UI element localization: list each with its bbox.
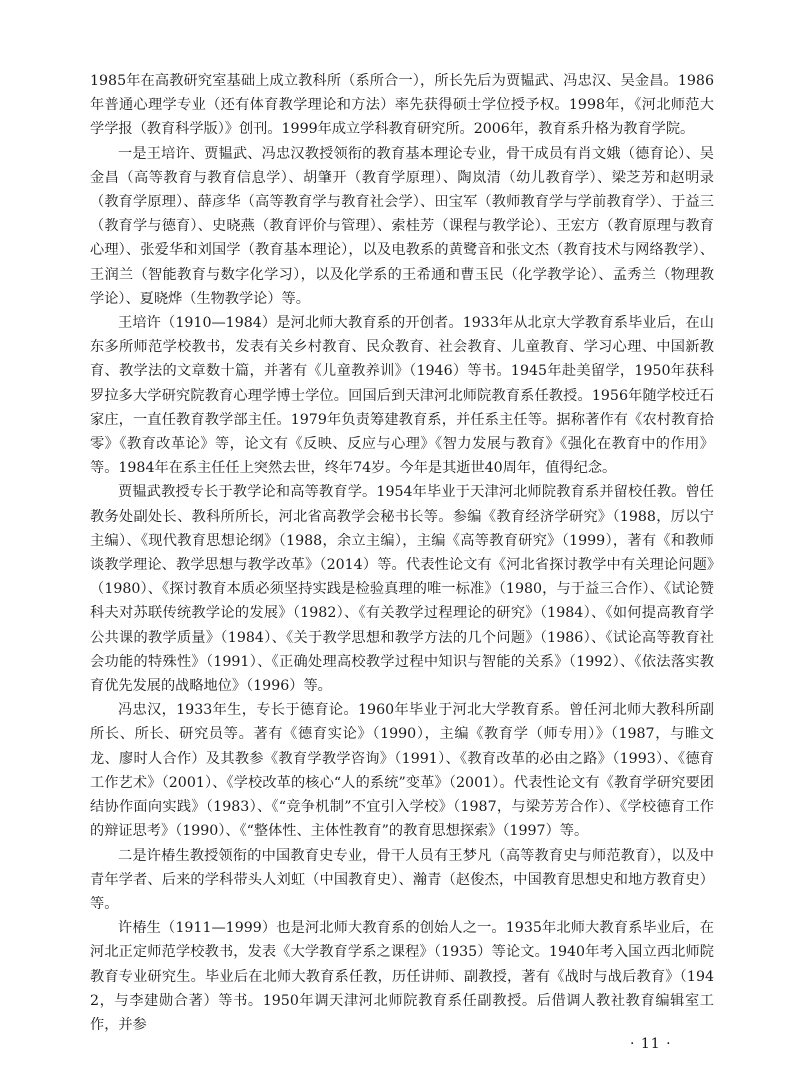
page-number: · 11 ·: [630, 1036, 672, 1052]
paragraph-intro-history: 1985年在高教研究室基础上成立教科所（系所合一），所长先后为贾韫武、冯忠汉、吴金昌。1986年普通心理学专业（还有体育教学理论和方法）率先获得硕士学位授予权。1998年，《河北师范大学学报（教育科学版）》创刊。1999年成立学科教育研究所。2006年，教育系升格为教育学院。: [90, 73, 714, 138]
body-text: [90, 69, 714, 1037]
paragraph-wang-peixu: 王培许（1910—1984）是河北师大教育系的开创者。1933年从北京大学教育系毕业后，在山东多所师范学校教书，发表有关乡村教育、民众教育、社会教育、儿童教育、学习心理、中国新教育、教学法的文章数十篇，并著有《儿童教养训》（1946）等书。1945年赴美留学，1950年获科罗拉多大学研究院教育心理学博士学位。回国后到天津河北师院教育系任教授。1956年随学校迁石家庄，一直任教育教学部主任。1979年负责筹建教育系，并任系主任等。据称著作有《农村教育拾零》《教育改革论》等，论文有《反映、反应与心理》《智力发展与教育》《强化在教育中的作用》等。1984年在系主任任上突然去世，终年74岁。今年是其逝世40周年，值得纪念。: [90, 315, 714, 477]
paragraph-education-theory-major: 一是王培许、贾韫武、冯忠汉教授领衔的教育基本理论专业，骨干成员有肖文娥（德育论）、吴金昌（高等教育与教育信息学）、胡肇开（教育学原理）、陶岚清（幼儿教育学）、梁芝芳和赵明录（教育学原理）、薛彦华（高等教育学与教育社会学）、田宝军（教师教育学与学前教育学）、于益三（教育学与德育）、史晓燕（教育评价与管理）、索桂芳（课程与教学论）、王宏方（教育原理与教育心理）、张爱华和刘国学（教育基本理论），以及电教系的黄鹭音和张文杰（教育技术与网络教学）、王润兰（智能教育与数字化学习），以及化学系的王希通和曹玉民（化学教学论）、孟秀兰（物理教学论）、夏晓烨（生物教学论）等。: [90, 145, 714, 307]
paragraph-education-history-major: 二是许椿生教授领衔的中国教育史专业，骨干人员有王梦凡（高等教育史与师范教育），以及中青年学者、后来的学科带头人刘虹（中国教育史）、瀚青（赵俊杰，中国教育思想史和地方教育史）等。: [90, 847, 714, 912]
paragraph-xu-chunsheng: 许椿生（1911—1999）也是河北师大教育系的创始人之一。1935年北师大教育系毕业后，在河北正定师范学校教书，发表《大学教育学系之课程》（1935）等论文。1940年考入国立西北师院教育专业研究生。毕业后在北师大教育系任教，历任讲师、副教授，著有《战时与战后教育》（1942，与李建勋合著）等书。1950年调天津河北师院教育系任副教授。后借调人教社教育编辑室工作，并参: [90, 920, 714, 1033]
paragraph-feng-zhonghan: 冯忠汉，1933年生，专长于德育论。1960年毕业于河北大学教育系。曾任河北师大教科所副所长、所长、研究员等。著有《德育实论》（1990），主编《教育学（师专用）》（1987，与睢文龙、廖时人合作）及其教参《教育学教学咨询》（1991）、《教育改革的必由之路》（1993）、《德育工作艺术》（2001）、《学校改革的核心“人的系统”变革》（2001）。代表性论文有《教育学研究要团结协作面向实践》（1983）、《“竞争机制”不宜引入学校》（1987，与梁芳芳合作）、《学校德育工作的辩证思考》（1990）、《“整体性、主体性教育”的教育思想探索》（1997）等。: [90, 702, 714, 840]
paragraph-jia-yunwu: 贾韫武教授专长于教学论和高等教育学。1954年毕业于天津河北师院教育系并留校任教。曾任教务处副处长、教科所所长，河北省高教学会秘书长等。参编《教育经济学研究》（1988，厉以宁主编）、《现代教育思想论纲》（1988，余立主编），主编《高等教育研究》（1999），著有《和教师谈教学理论、教学思想与教学改革》（2014）等。代表性论文有《河北省探讨教学中有关理论问题》（1980）、《探讨教育本质必须坚持实践是检验真理的唯一标准》（1980，与于益三合作）、《试论赞科夫对苏联传统教学论的发展》（1982）、《有关教学过程理论的研究》（1984）、《如何提高教育学公共课的教学质量》（1984）、《关于教学思想和教学方法的几个问题》（1986）、《试论高等教育社会功能的特殊性》（1991）、《正确处理高校教学过程中知识与智能的关系》（1992）、《依法落实教育优先发展的战略地位》（1996）等。: [90, 484, 714, 695]
